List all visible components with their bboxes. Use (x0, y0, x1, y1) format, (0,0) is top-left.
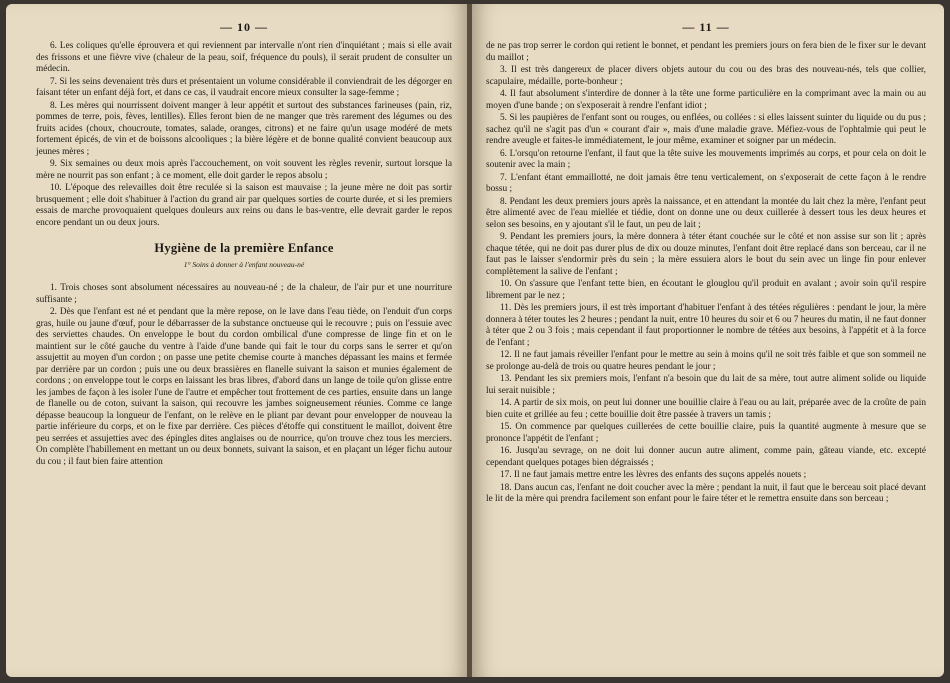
paragraph: 4. Il faut absolument s'interdire de donner à la tête une forme particulière en la comprimant avec la main ou au moyen d'une bande ; on s'exposerait à rendre l'enfant idiot ; (486, 89, 926, 111)
paragraph: 15. On commence par quelques cuillerées de cette bouillie claire, puis la quantité augmente à mesure que se prononce l'appétit de l'enfant ; (486, 422, 926, 444)
paragraph: 9. Pendant les premiers jours, la mère donnera à téter étant couchée sur le côté et non assise sur son lit ; après chaque tétée, qui ne doit pas durer plus de dix ou douze minutes, l'enfant doit être replacé dans son berceau, car il ne faut pas le laisser s'endormir près du sein ; la mère essuiera alors le bout du sein avec un linge fin pour enlever complètement la salive de l'enfant ; (486, 232, 926, 277)
paragraph: 11. Dès les premiers jours, il est très important d'habituer l'enfant à des tétées régulières : pendant le jour, la mère donnera à téter toutes les 2 heures ; pendant la nuit, entre 10 heures du soir et 6 ou 7 heures du matin, il ne faut donner à téter que 2 ou 3 fois ; mais cependant il faut proportionner le nombre de tétées aux besoins, à l'appétit et à la force de l'enfant ; (486, 303, 926, 348)
paragraph: 1. Trois choses sont absolument nécessaires au nouveau-né ; de la chaleur, de l'air pur et une nourriture suffisante ; (36, 283, 452, 305)
paragraph: 6. L'orsqu'on retourne l'enfant, il faut que la tête suive les mouvements imprimés au corps, et pour cela on doit le soutenir avec la main ; (486, 148, 926, 170)
paragraph: 10. On s'assure que l'enfant tette bien, en écoutant le glouglou qu'il produit en avalant ; avoir soin qu'il respire librement par le nez ; (486, 279, 926, 301)
paragraph: 10. L'époque des relevailles doit être reculée si la saison est mauvaise ; la jeune mère ne doit pas sortir brusquement ; elle doit s'habituer à l'action du grand air par quelques sorties de courte durée, et si les premiers essais de marche provoquaient quelques douleurs aux reins ou dans le bas-ventre, elle devrait garder le repos encore pendant un ou deux jours. (36, 183, 452, 228)
paragraph: 9. Six semaines ou deux mois après l'accouchement, on voit souvent les règles revenir, surtout lorsque la mère ne nourrit pas son enfant ; à ce moment, elle doit garder le repos absolu ; (36, 159, 452, 181)
right-page (472, 4, 944, 677)
page-number: — 10 — (220, 20, 268, 34)
section-heading: Hygiène de la première Enfance (154, 241, 334, 255)
paragraph: 6. Les coliques qu'elle éprouvera et qui reviennent par intervalle n'ont rien d'inquiétant ; mais si elle avait des frissons et une fièvre vive (chaleur de la peau, soif, fréquence du pouls), il serait prudent de consulter un médecin. (36, 41, 452, 74)
paragraph: 5. Si les paupières de l'enfant sont ou rouges, ou enflées, ou collées : si elles laissent suinter du liquide ou du pus ; sachez qu'il ne s'agit pas d'un « courant d'air », mais d'une maladie grave. Méfiez-vous de l'ophtalmie qui peut le rendre aveugle et faites-le immédiatement, le jour même, examiner et soigner par un médecin. (486, 113, 926, 146)
paragraph: 17. Il ne faut jamais mettre entre les lèvres des enfants des suçons appelés nouets ; (500, 470, 807, 480)
page-number: — 11 — (682, 20, 730, 34)
paragraph: 2. Dès que l'enfant est né et pendant que la mère repose, on le lave dans l'eau tiède, on l'enduit d'un corps gras, huile ou jaune d'œuf, pour le débarrasser de la substance onctueuse qui le recouvre ; puis on l'essuie avec des serviettes chaudes. On enveloppe le bout du cordon ombilical d'une compresse de linge fin et on le maintient sur le côté gauche du ventre à l'aide d'une bande qui fait le tour du corps sans le serrer et qu'on assujettit au moyen d'un cordon ; on passe une petite chemise courte à manches dépassant les mains et fermée par derrière par un cordon ; puis une ou deux brassières en flanelle suivant la saison et munies également de cordons ; on enveloppe tout le corps en laissant les bras libres, d'abord dans un lange de toile qu'on glisse entre les jambes de façon à les isoler l'une de l'autre et empêcher tout frottement de ces parties, ensuite dans un lange de flanelle ou de coton, suivant la saison, qui recouvre les jambes soigneusement réunies. Comme ce lange dépasse beaucoup la longueur de l'enfant, on le relève en le pliant par devant pour envelopper de nouveau la partie inférieure du corps, et on le fixe par derrière. Ces pièces d'étoffe qui constituent le maillot, doivent être peu serrées et assujetties avec des épingles dites anglaises ou de nourrice, qu'on trouve chez tous les merciers. On complète l'habillement en mettant un ou deux bonnets, suivant la saison, et en plaçant un léger fichu autour du cou ; il faut bien faire attention (36, 307, 452, 467)
paragraph-group-bottom (36, 283, 452, 468)
paragraph: 8. Les mères qui nourrissent doivent manger à leur appétit et surtout des substances farineuses (pain, riz, pommes de terre, pois, fèves, lentilles). Elles feront bien de ne manger que très rarement des légumes ou des fruits acides (choux, choucroute, tomates, salade, oranges, citrons) et ne faire qu'un usage modéré de mets fortement épicés, de vin et de boissons alcooliques ; la bière légère et de bonne qualité convient beaucoup aux jeunes mères ; (36, 100, 452, 157)
paragraph: 3. Il est très dangereux de placer divers objets autour du cou ou des bras des nouveau-nés, tels que collier, scapulaire, médaille, porte-bonheur ; (486, 65, 926, 87)
paragraph: 14. A partir de six mois, on peut lui donner une bouillie claire à l'eau ou au lait, préparée avec de la croûte de pain bien cuite et grillée au feu ; cette bouillie doit être passée à travers un tamis ; (486, 398, 926, 420)
paragraph: 12. Il ne faut jamais réveiller l'enfant pour le mettre au sein à moins qu'il ne soit très faible et que son sommeil ne se prolonge au-delà de trois ou quatre heures pendant le jour ; (486, 350, 926, 372)
paragraph: 18. Dans aucun cas, l'enfant ne doit coucher avec la mère ; pendant la nuit, il faut que le berceau soit placé devant le lit de la mère qui prendra facilement son enfant pour le faire téter et le remettra ensuite dans son berceau ; (486, 482, 926, 504)
paragraph: de ne pas trop serrer le cordon qui retient le bonnet, et pendant les premiers jours on fera bien de le fixer sur le devant du maillot ; (486, 41, 926, 63)
left-page (6, 4, 468, 677)
paragraph: 7. Si les seins devenaient très durs et présentaient un volume considérable il conviendrait de les dégorger en faisant téter un enfant déjà fort, et dans ce cas, il vaudrait encore mieux consulter la sage-femme ; (36, 76, 452, 98)
paragraph: 7. L'enfant étant emmaillotté, ne doit jamais être tenu verticalement, on s'exposerait de cette façon à le rendre bossu ; (486, 172, 926, 194)
paragraph: 16. Jusqu'au sevrage, on ne doit lui donner aucun autre aliment, comme pain, gâteau viande, etc. excepté cependant quelques potages bien dégraissés ; (486, 446, 926, 468)
paragraph: 8. Pendant les deux premiers jours après la naissance, et en attendant la montée du lait chez la mère, l'enfant peut être alimenté avec de l'eau miellée et tiédie, dont on donne une ou deux cuillerée à dessert tous les deux heures et selon ses besoins, en y ajoutant s'il le faut, un peu de lait ; (486, 196, 926, 230)
paragraph: 13. Pendant les six premiers mois, l'enfant n'a besoin que du lait de sa mère, tout autre aliment solide ou liquide lui serait nuisible ; (486, 374, 926, 396)
paragraph-group-top (36, 41, 452, 229)
section-subheading: 1° Soins à donner à l'enfant nouveau-né (183, 260, 305, 269)
